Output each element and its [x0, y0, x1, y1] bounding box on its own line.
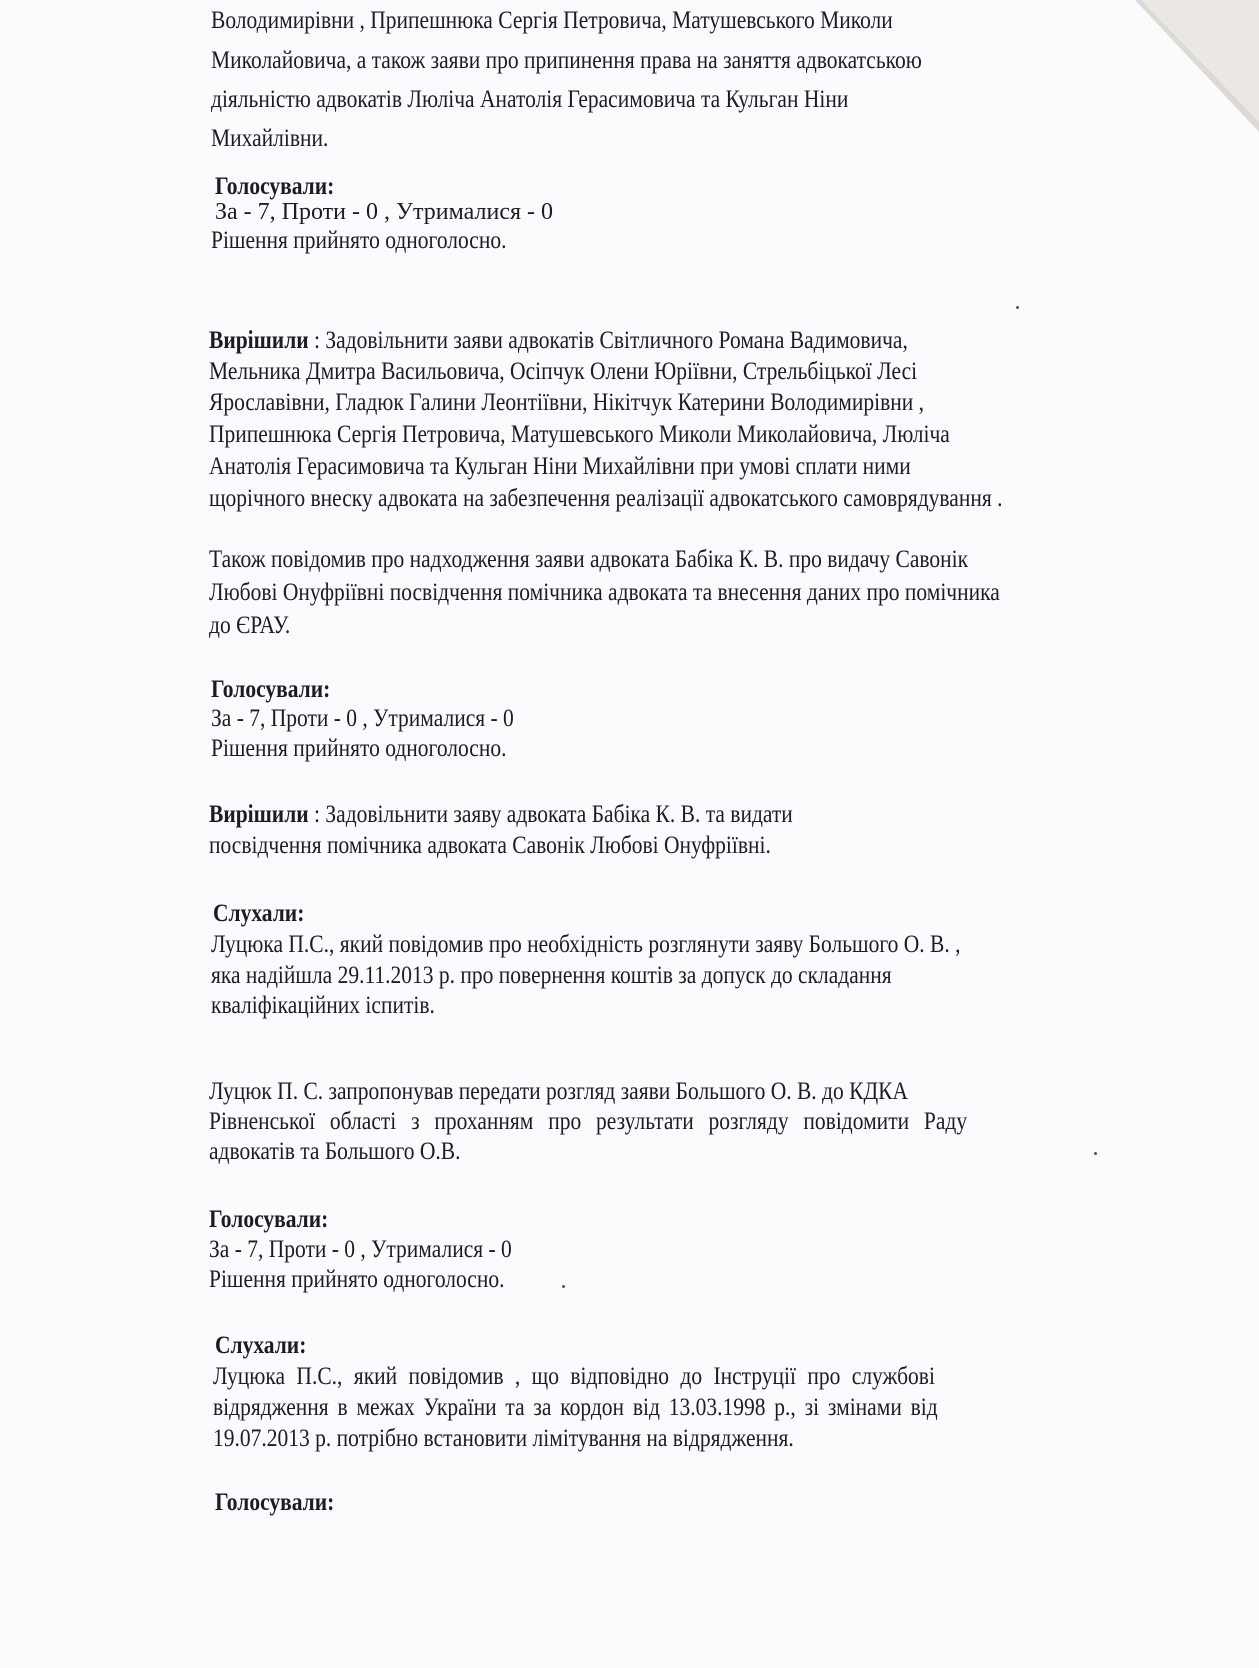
heard-heading: Слухали: [215, 1332, 307, 1359]
resolution-line: Припешнюка Сергія Петровича, Матушевського Миколи Миколайовича, Люліча [209, 421, 950, 448]
scan-speck [1016, 306, 1019, 309]
paragraph-line: Любові Онуфріївні посвідчення помічника адвоката та внесення даних про помічника [209, 579, 1000, 606]
paragraph-line: адвокатів та Большого О.В. [209, 1138, 461, 1165]
vote-heading: Голосували: [215, 1489, 335, 1516]
paragraph-line: Рівненської області з проханням про результати розгляду повідомити Раду [209, 1108, 968, 1135]
paragraph-line: Луцюк П. С. запропонував передати розгляд заяви Большого О. В. до КДКА [209, 1078, 908, 1105]
resolution-line: Вирішили : Задовільнити заяви адвокатів Світличного Романа Вадимовича, [209, 327, 908, 354]
paragraph-line: 19.07.2013 р. потрібно встановити лімітування на відрядження. [213, 1425, 794, 1452]
paragraph-line: відрядження в межах України та за кордон від 13.03.1998 р., зі змінами від [213, 1394, 938, 1421]
vote-heading: Голосували: [215, 173, 335, 200]
vote-heading: Голосували: [211, 676, 331, 703]
vote-decision: Рішення прийнято одноголосно. [209, 1266, 505, 1293]
vote-heading: Голосували: [209, 1206, 329, 1233]
vote-result: За - 7, Проти - 0 , Утрималися - 0 [215, 199, 554, 225]
resolution-line: Анатолія Герасимовича та Кульган Ніни Михайлівни при умові сплати ними [209, 453, 911, 480]
paragraph-line: яка надійшла 29.11.2013 р. про повернення коштів за допуск до складання [211, 962, 892, 989]
intro-line: Миколайовича, а також заяви про припинення права на заняття адвокатською [211, 47, 922, 74]
paragraph-line: Луцюка П.С., який повідомив , що відповідно до Інструції про службові [213, 1363, 935, 1390]
resolution-heading: Вирішили [209, 801, 309, 828]
intro-line: Володимирівни , Припешнюка Сергія Петровича, Матушевського Миколи [211, 7, 893, 34]
paragraph-line: Також повідомив про надходження заяви адвоката Бабіка К. В. про видачу Савонік [209, 546, 969, 573]
vote-decision: Рішення прийнято одноголосно. [211, 227, 507, 254]
scan-speck [562, 1285, 565, 1288]
heard-heading: Слухали: [213, 900, 305, 927]
paragraph-line: до ЄРАУ. [209, 612, 291, 639]
vote-decision: Рішення прийнято одноголосно. [211, 735, 507, 762]
resolution-line: посвідчення помічника адвоката Савонік Любові Онуфріївні. [209, 832, 771, 859]
resolution-line: Мельника Дмитра Васильовича, Осіпчук Олени Юріївни, Стрельбіцької Лесі [209, 358, 918, 385]
intro-line: діяльністю адвокатів Люліча Анатолія Герасимовича та Кульган Ніни [211, 86, 849, 113]
vote-result: За - 7, Проти - 0 , Утрималися - 0 [209, 1236, 512, 1263]
paragraph-line: Луцюка П.С., який повідомив про необхідність розглянути заяву Большого О. В. , [211, 931, 961, 958]
resolution-line: Ярославівни, Гладюк Галини Леонтіївни, Нікітчук Катерини Володимирівни , [209, 389, 925, 416]
scan-speck [1094, 1152, 1097, 1155]
resolution-line: щорічного внеску адвоката на забезпечення реалізації адвокатського самоврядування . [209, 485, 1003, 512]
resolution-line: Вирішили : Задовільнити заяву адвоката Бабіка К. В. та видати [209, 801, 793, 828]
resolution-heading: Вирішили [209, 327, 309, 354]
vote-result: За - 7, Проти - 0 , Утрималися - 0 [211, 705, 514, 732]
intro-line: Михайлівни. [211, 125, 329, 152]
paragraph-line: кваліфікаційних іспитів. [211, 992, 435, 1019]
